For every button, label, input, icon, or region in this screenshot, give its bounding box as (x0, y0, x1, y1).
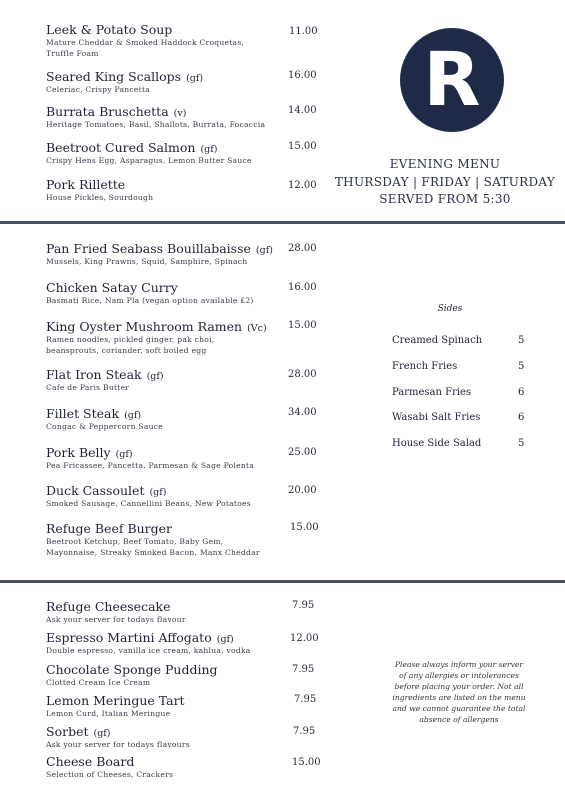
allergen-line: Please always inform your server (394, 660, 524, 669)
item-price: 7.95 (292, 664, 315, 675)
side-item (392, 335, 532, 346)
item-name: Pork Belly (46, 445, 111, 460)
logo-letter: R (423, 37, 481, 123)
item-price: 16.00 (288, 70, 317, 81)
days-line: THURSDAY | FRIDAY | SATURDAY (334, 175, 556, 189)
side-name: French Fries (392, 361, 458, 372)
item-name: Flat Iron Steak (46, 367, 142, 382)
item-description: Mussels, King Prawns, Squid, Samphire, Spinach (46, 257, 248, 266)
item-description: Crispy Hens Egg, Asparagus, Lemon Butter Sauce (46, 156, 252, 165)
item-price: 15.00 (288, 320, 317, 331)
item-name: Cheese Board (46, 754, 135, 769)
item-description: Basmati Rice, Nam Pla (vegan option available £2) (46, 296, 254, 305)
allergen-line: ingredients are listed on the menu (392, 693, 526, 702)
item-description: Pea Fricassee, Pancetta, Parmesan & Sage Polenta (46, 461, 255, 470)
item-description: Ask your server for todays flavours (46, 740, 190, 749)
item-description: Smoked Sausage, Cannellini Beans, New Potatoes (46, 499, 251, 508)
item-price: 11.00 (289, 26, 318, 37)
allergen-line: absence of allergens (419, 715, 499, 724)
item-description: beansprouts, coriander, soft boiled egg (46, 346, 207, 355)
side-price: 5 (518, 438, 525, 449)
item-name: Chicken Satay Curry (46, 280, 178, 295)
menu-item (46, 693, 336, 719)
item-name: Fillet Steak (46, 406, 120, 421)
item-name: Pork Rillette (46, 177, 126, 192)
item-name: Leek & Potato Soup (46, 22, 173, 37)
menu-heading: EVENING MENU (389, 157, 501, 171)
item-price: 16.00 (288, 282, 317, 293)
allergen-line: before placing your order. Not all (394, 682, 524, 691)
item-price: 15.00 (290, 522, 319, 533)
dietary-tag: (gf) (115, 449, 133, 460)
sides-heading: Sides (437, 304, 463, 314)
side-name: Parmesan Fries (392, 387, 472, 398)
item-description: Clotted Cream Ice Cream (46, 678, 151, 687)
item-price: 15.00 (292, 757, 321, 768)
item-description: Celeriac, Crispy Pancetta (46, 85, 151, 94)
item-name: Burrata Bruschetta (46, 104, 169, 119)
allergen-line: of any allergies or intolerances (399, 671, 519, 680)
dietary-tag: (gf) (149, 487, 167, 498)
item-description: Ramen noodles, pickled ginger, pak choi, (46, 335, 215, 344)
item-name: Seared King Scallops (46, 69, 182, 84)
side-price: 6 (518, 412, 525, 423)
item-price: 15.00 (288, 141, 317, 152)
item-price: 7.95 (293, 726, 316, 737)
side-item (392, 361, 532, 372)
item-name: Refuge Cheesecake (46, 599, 171, 614)
item-name: Espresso Martini Affogato (46, 630, 212, 645)
item-price: 7.95 (292, 600, 315, 611)
item-price: 12.00 (290, 633, 319, 644)
item-description: Ask your server for todays flavour (46, 615, 186, 624)
item-description: Double espresso, vanilla ice cream, kahlua, vodka (46, 646, 251, 655)
item-description: Congac & Peppercorn Sauce (46, 422, 163, 431)
dietary-tag: (Vc) (247, 323, 267, 334)
item-description: Mature Cheddar & Smoked Haddock Croquetas, (46, 38, 245, 47)
side-price: 5 (518, 361, 525, 372)
dietary-tag: (v) (173, 108, 187, 119)
side-name: House Side Salad (392, 438, 482, 449)
allergen-notice (386, 659, 532, 725)
dietary-tag: (gf) (124, 410, 142, 421)
dietary-tag: (gf) (216, 634, 234, 645)
item-description: Heritage Tomatoes, Basil, Shallots, Burrata, Focaccia (46, 120, 266, 129)
item-price: 28.00 (288, 369, 317, 380)
dietary-tag: (gf) (93, 728, 111, 739)
allergen-line: and we cannot guarantee the total (392, 704, 526, 713)
section-divider (0, 221, 565, 224)
side-name: Wasabi Salt Fries (392, 412, 481, 423)
side-item (392, 412, 532, 423)
dietary-tag: (gf) (186, 73, 204, 84)
restaurant-logo (400, 28, 504, 132)
item-name: King Oyster Mushroom Ramen (46, 319, 243, 334)
side-name: Creamed Spinach (392, 335, 483, 346)
item-name: Refuge Beef Burger (46, 521, 173, 536)
side-price: 6 (518, 387, 525, 398)
dietary-tag: (gf) (146, 371, 164, 382)
item-description: Truffle Foam (46, 49, 99, 58)
item-description: Beetroot Ketchup, Beef Tomato, Baby Gem, (46, 537, 224, 546)
item-price: 28.00 (288, 243, 317, 254)
item-price: 12.00 (288, 180, 317, 191)
item-description: House Pickles, Sourdough (46, 193, 154, 202)
served-time: SERVED FROM 5:30 (379, 192, 511, 206)
item-price: 7.95 (294, 694, 317, 705)
side-price: 5 (518, 335, 525, 346)
side-item (392, 387, 532, 398)
item-price: 14.00 (288, 105, 317, 116)
item-name: Sorbet (46, 724, 89, 739)
dietary-tag: (gf) (255, 245, 273, 256)
item-name: Lemon Meringue Tart (46, 693, 185, 708)
item-name: Chocolate Sponge Pudding (46, 662, 218, 677)
item-price: 34.00 (288, 407, 317, 418)
item-name: Pan Fried Seabass Bouillabaisse (46, 241, 251, 256)
item-price: 20.00 (288, 485, 317, 496)
item-description: Lemon Curd, Italian Meringue (46, 709, 171, 718)
item-price: 25.00 (288, 447, 317, 458)
item-description: Cafe de Paris Butter (46, 383, 130, 392)
item-description: Selection of Cheeses, Crackers (46, 770, 174, 779)
item-name: Duck Cassoulet (46, 483, 145, 498)
side-item (392, 438, 532, 449)
section-divider (0, 580, 565, 583)
item-name: Beetroot Cured Salmon (46, 140, 196, 155)
item-description: Mayonnaise, Streaky Smoked Bacon, Manx Cheddar (46, 548, 260, 557)
dietary-tag: (gf) (200, 144, 218, 155)
